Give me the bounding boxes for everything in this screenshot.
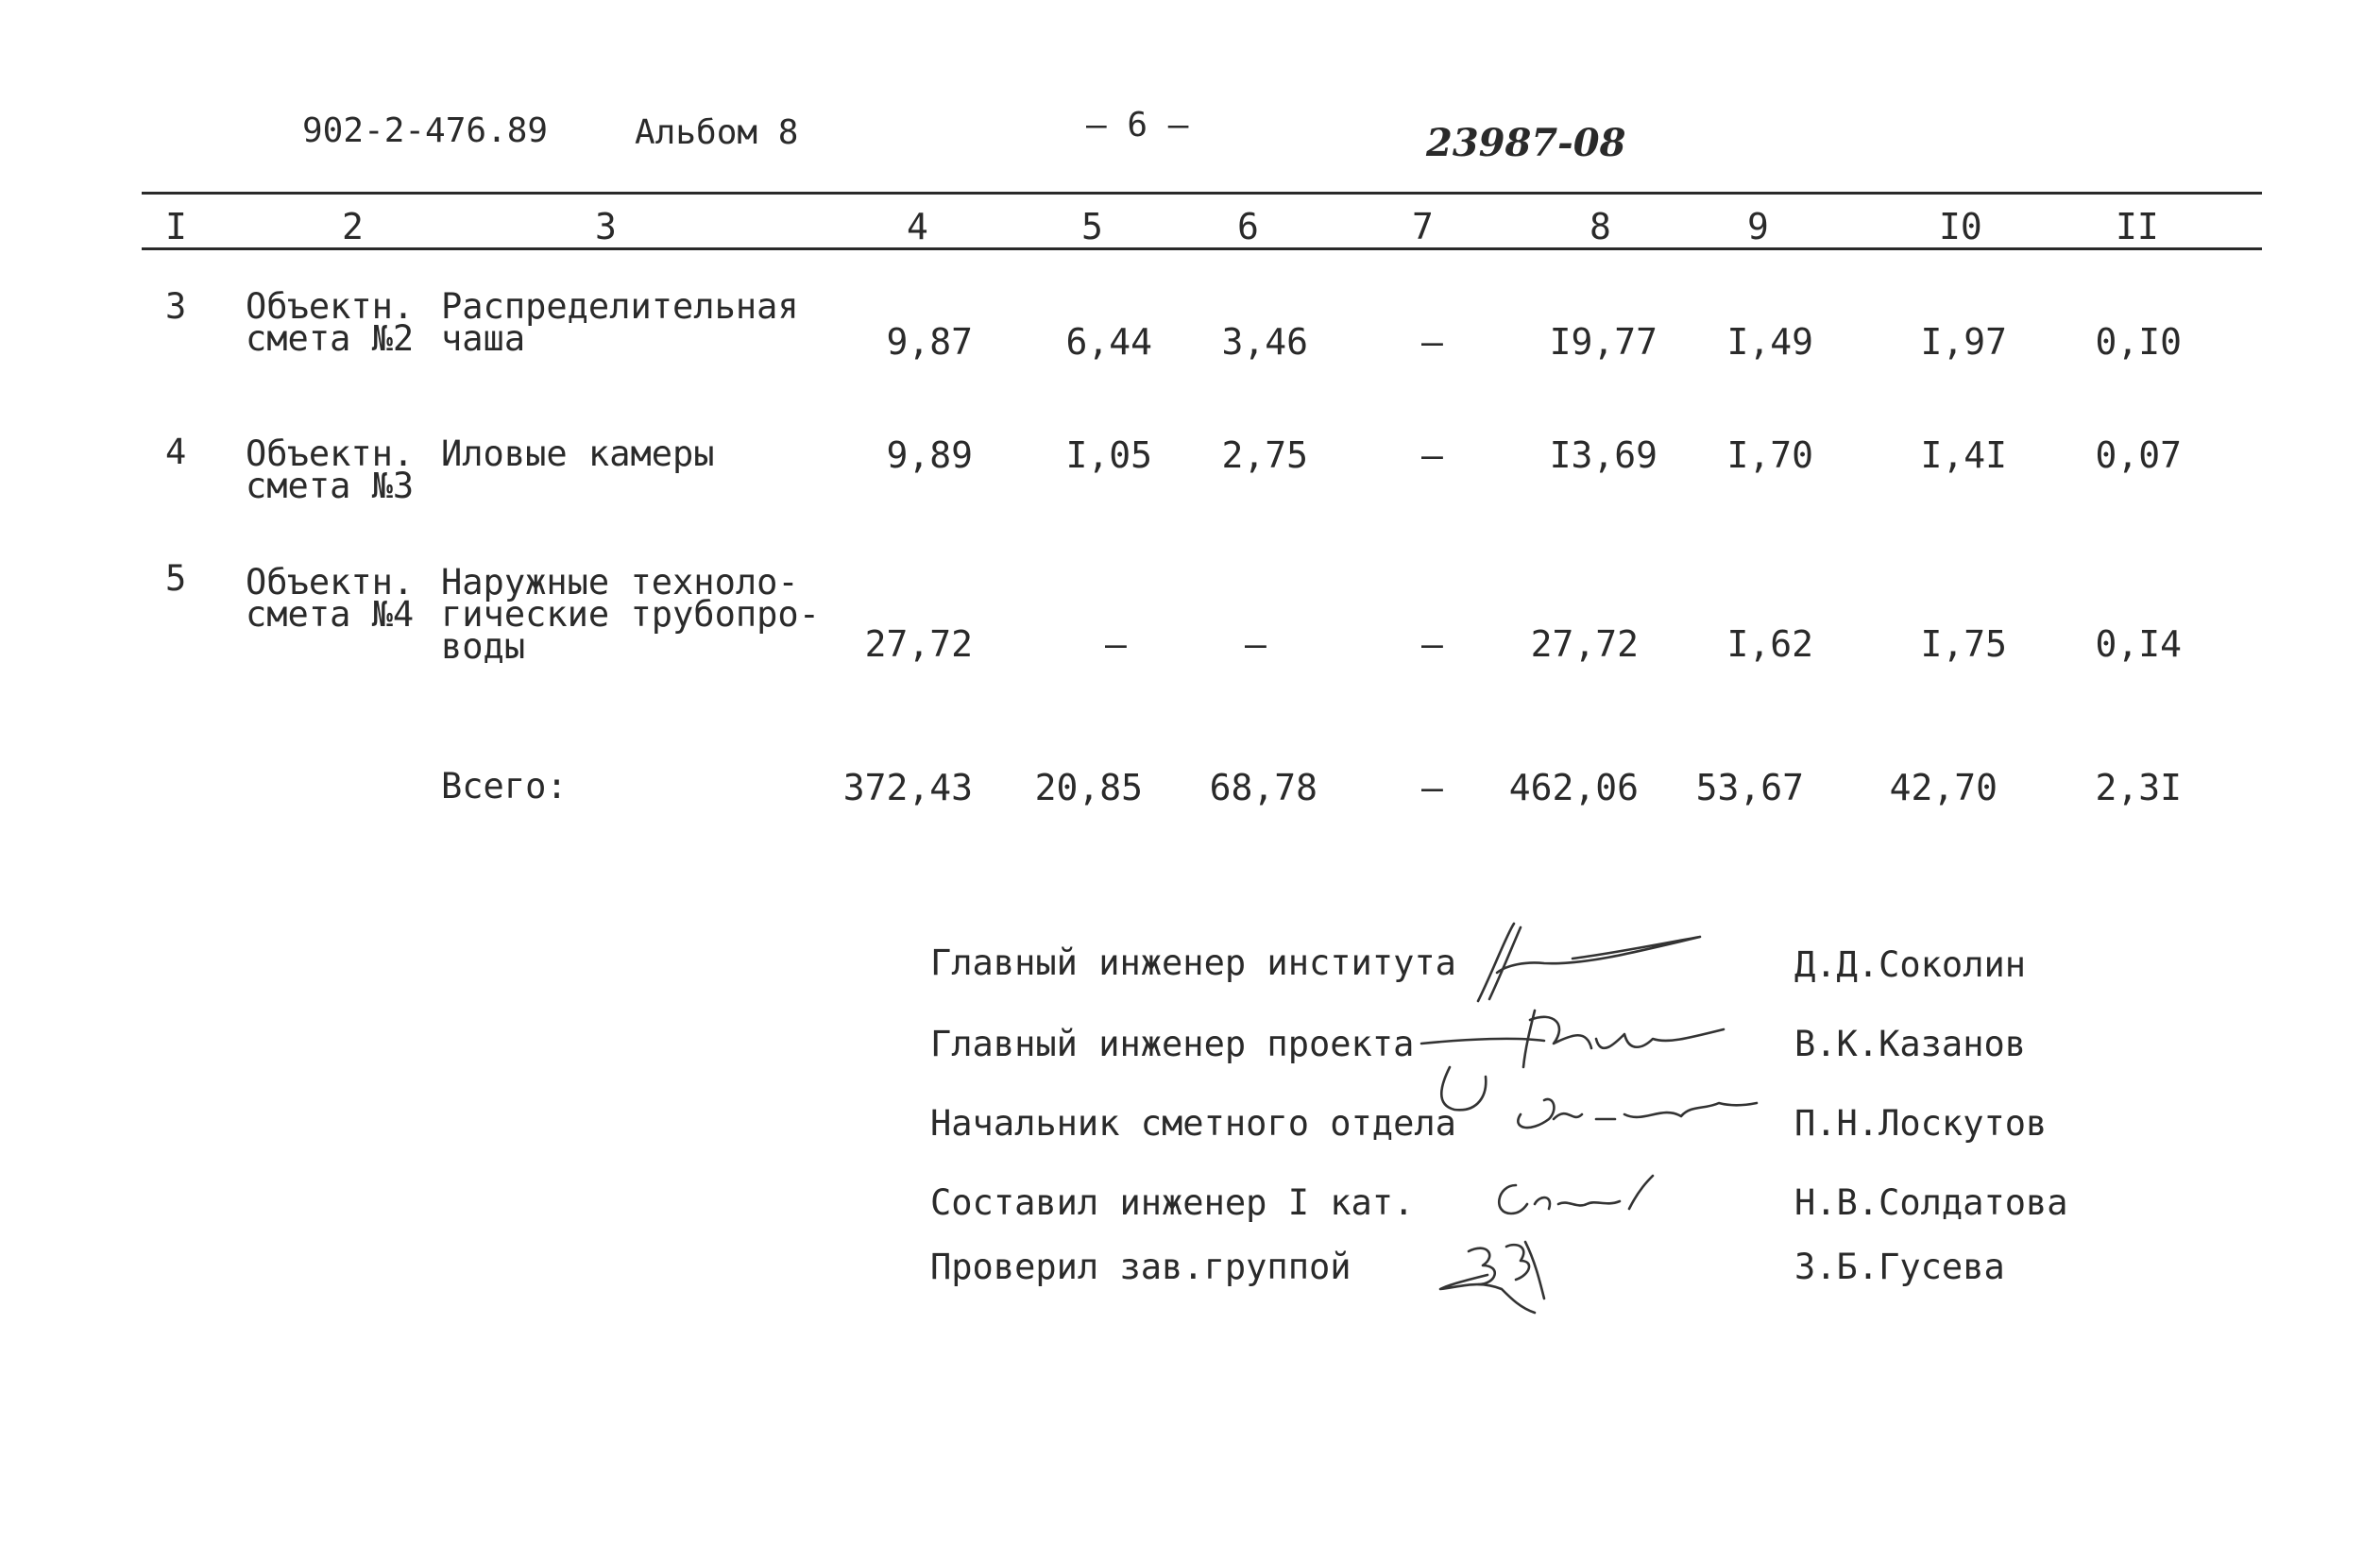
row-number: 5: [165, 558, 187, 599]
signer-title: Проверил зав.группой: [930, 1247, 1352, 1287]
object-name-line: чаша: [441, 318, 526, 359]
signer-name: Д.Д.Соколин: [1794, 944, 2027, 985]
estimate-ref-line: смета №4: [246, 594, 415, 635]
object-name-line: Наружные техноло-: [441, 562, 799, 603]
value-col8: 27,72: [1530, 623, 1639, 665]
table-top-rule: [142, 192, 2262, 195]
total-col8: 462,06: [1508, 767, 1639, 808]
value-col4: 27,72: [864, 623, 973, 665]
value-col11: 0,I0: [2095, 321, 2182, 363]
column-number: 3: [595, 206, 617, 247]
document-code: 902-2-476.89: [302, 111, 549, 150]
signer-title: Главный инженер проекта: [930, 1024, 1415, 1064]
value-col11: 0,07: [2095, 434, 2182, 476]
value-col4: 9,89: [886, 434, 973, 476]
total-col11: 2,3I: [2095, 767, 2182, 808]
value-col6: 3,46: [1221, 321, 1308, 363]
value-col5: I,05: [1065, 434, 1152, 476]
row-number: 3: [165, 286, 187, 327]
column-number: I0: [1939, 206, 1982, 247]
album-label: Альбом 8: [635, 113, 799, 152]
column-number: 4: [907, 206, 928, 247]
value-col11: 0,I4: [2095, 623, 2182, 665]
value-col6: –: [1245, 623, 1266, 665]
value-col8: I3,69: [1549, 434, 1658, 476]
column-number: 8: [1590, 206, 1611, 247]
page-number: — 6 —: [1086, 106, 1189, 144]
object-name-line: Распределительная: [441, 286, 799, 327]
value-col8: I9,77: [1549, 321, 1658, 363]
value-col10: I,4I: [1920, 434, 2007, 476]
value-col5: –: [1105, 623, 1127, 665]
value-col4: 9,87: [886, 321, 973, 363]
signer-title: Главный инженер института: [930, 942, 1456, 983]
total-col7: –: [1421, 767, 1443, 808]
total-col4: 372,43: [842, 767, 973, 808]
value-col9: I,70: [1726, 434, 1813, 476]
signer-name: П.Н.Лоскутов: [1794, 1103, 2048, 1144]
total-label: Всего:: [441, 766, 568, 806]
value-col7: –: [1421, 434, 1443, 476]
signer-name: Н.В.Солдатова: [1794, 1182, 2068, 1223]
table-header-rule: [142, 247, 2262, 250]
inventory-number: 23987-08: [1426, 121, 1626, 165]
estimate-ref-line: Объектн.: [246, 286, 415, 327]
column-number: 9: [1747, 206, 1769, 247]
column-number: 7: [1412, 206, 1434, 247]
object-name-line: Иловые камеры: [441, 433, 715, 474]
column-number: I: [165, 206, 187, 247]
estimate-ref-line: смета №2: [246, 318, 415, 359]
value-col9: I,49: [1726, 321, 1813, 363]
object-name-line: гические трубопро-: [441, 594, 820, 635]
value-col5: 6,44: [1065, 321, 1152, 363]
signer-title: Начальник сметного отдела: [930, 1103, 1456, 1144]
estimate-ref-line: смета №3: [246, 466, 415, 506]
value-col9: I,62: [1726, 623, 1813, 665]
total-col6: 68,78: [1209, 767, 1318, 808]
value-col7: –: [1421, 623, 1443, 665]
object-name-line: воды: [441, 626, 526, 667]
handwritten-signature: [1502, 1077, 1766, 1143]
value-col7: –: [1421, 321, 1443, 363]
signer-title: Составил инженер I кат.: [930, 1182, 1415, 1223]
column-number: 2: [342, 206, 364, 247]
value-col6: 2,75: [1221, 434, 1308, 476]
handwritten-signature: [1431, 1232, 1582, 1317]
signer-name: В.К.Казанов: [1794, 1024, 2027, 1064]
value-col10: I,75: [1920, 623, 2007, 665]
signer-name: З.Б.Гусева: [1794, 1247, 2005, 1287]
column-number: 5: [1081, 206, 1103, 247]
total-col5: 20,85: [1034, 767, 1143, 808]
row-number: 4: [165, 432, 187, 472]
estimate-ref-line: Объектн.: [246, 433, 415, 474]
column-number: II: [2116, 206, 2159, 247]
value-col10: I,97: [1920, 321, 2007, 363]
column-number: 6: [1237, 206, 1259, 247]
handwritten-signature: [1488, 1171, 1676, 1228]
estimate-ref-line: Объектн.: [246, 562, 415, 603]
total-col10: 42,70: [1889, 767, 1998, 808]
total-col9: 53,67: [1695, 767, 1804, 808]
